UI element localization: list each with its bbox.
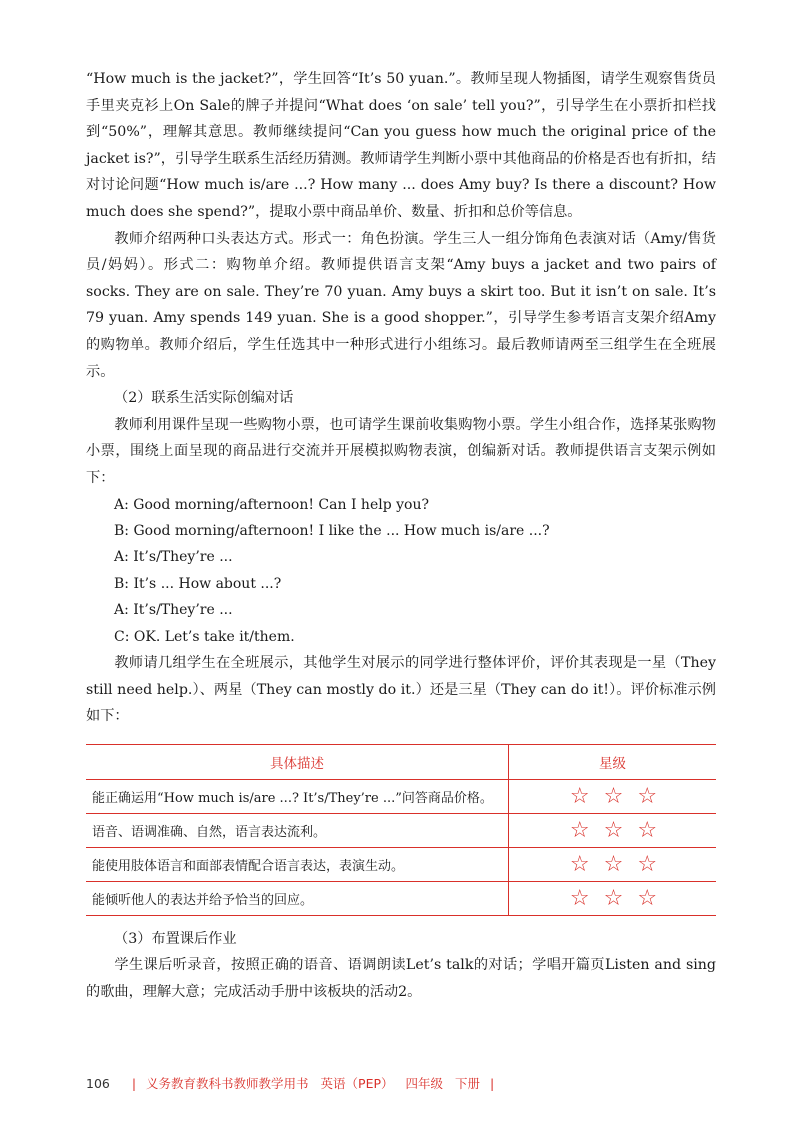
star-icons: ☆☆☆ [509,881,717,915]
table-row [86,813,716,847]
dialog-line: B: Good morning/afternoon! I like the ... How much is/are ...? [114,522,550,539]
paragraph-4: 教师请几组学生在全班展示，其他学生对展示的同学进行整体评价，评价其表现是一星（They still need help.）、两星（They can mostly do it.）还是三星（They can do it!）。评价标准示例如下： [86,654,716,725]
table-row [86,881,716,915]
table-row [86,847,716,881]
table-row [86,779,716,813]
criterion-text: 能倾听他人的表达并给予恰当的回应。 [86,881,509,915]
page-body [86,66,716,1006]
volume: 下册 [455,1076,481,1091]
star-icons: ☆☆☆ [509,779,717,813]
divider-icon: | [131,1076,137,1091]
dialog-block [86,492,716,650]
dialog-line: B: It’s ... How about ...? [114,575,282,592]
criterion-text: 能使用肢体语言和面部表情配合语言表达，表演生动。 [86,847,509,881]
paragraph-5: 学生课后听录音，按照正确的语音、语调朗读Let’s talk的对话；学唱开篇页Listen and sing的歌曲，理解大意；完成活动手册中该板块的活动2。 [86,957,716,1000]
dialog-line: A: It’s/They’re ... [114,602,233,619]
section-heading-2: （2）联系生活实际创编对话 [114,390,294,407]
evaluation-table [86,744,716,916]
page-footer [86,1074,500,1092]
page-number: 106 [86,1076,110,1091]
header-description: 具体描述 [86,744,509,779]
divider-icon: | [490,1076,495,1091]
star-icons: ☆☆☆ [509,813,717,847]
paragraph-3: 教师利用课件呈现一些购物小票，也可请学生课前收集购物小票。学生小组合作，选择某张购物小票，围绕上面呈现的商品进行交流并开展模拟购物表演，创编新对话。教师提供语言支架示例如下： [86,416,716,486]
section-heading-3: （3）布置课后作业 [114,930,237,947]
grade: 四年级 [405,1076,444,1091]
dialog-line: A: It’s/They’re ... [114,549,233,566]
book-title: 义务教育教科书教师教学用书 [146,1076,309,1091]
subject: 英语（PEP） [320,1076,394,1091]
criterion-text: 能正确运用“How much is/are ...? It’s/They’re ...”问答商品价格。 [86,779,509,813]
star-icons: ☆☆☆ [509,847,717,881]
dialog-line: C: OK. Let’s take it/them. [114,628,295,645]
table-header-row [86,744,716,779]
criterion-text: 语音、语调准确、自然，语言表达流利。 [86,813,509,847]
dialog-line: A: Good morning/afternoon! Can I help you? [114,496,429,513]
paragraph-2: 教师介绍两种口头表达方式。形式一：角色扮演。学生三人一组分饰角色表演对话（Amy/售货员/妈妈）。形式二：购物单介绍。教师提供语言支架“Amy buys a jacket and two pairs of socks. They are on sale. They’re 70 yuan. Amy buys a skirt too. But it isn’t on sale. It’s 79 yuan. Amy spends 149 yuan. She is a good shopper.”，引导学生参考语言支架介绍Amy的购物单。教师介绍后，学生任选其中一种形式进行小组练习。最后教师请两至三组学生在全班展示。 [86,230,716,380]
header-stars: 星级 [509,744,717,779]
paragraph-1: “How much is the jacket?”，学生回答“It’s 50 yuan.”。教师呈现人物插图，请学生观察售货员手里夹克衫上On Sale的牌子并提问“What does ‘on sale’ tell you?”，引导学生在小票折扣栏找到“50%”，理解其意思。教师继续提问“Can you guess how much the original price of the jacket is?”，引导学生联系生活经历猜测。教师请学生判断小票中其他商品的价格是否也有折扣，结对讨论问题“How much is/are ...? How many ... does Amy buy? Is there a discount? How much does she spend?”，提取小票中商品单价、数量、折扣和总价等信息。 [86,71,716,220]
